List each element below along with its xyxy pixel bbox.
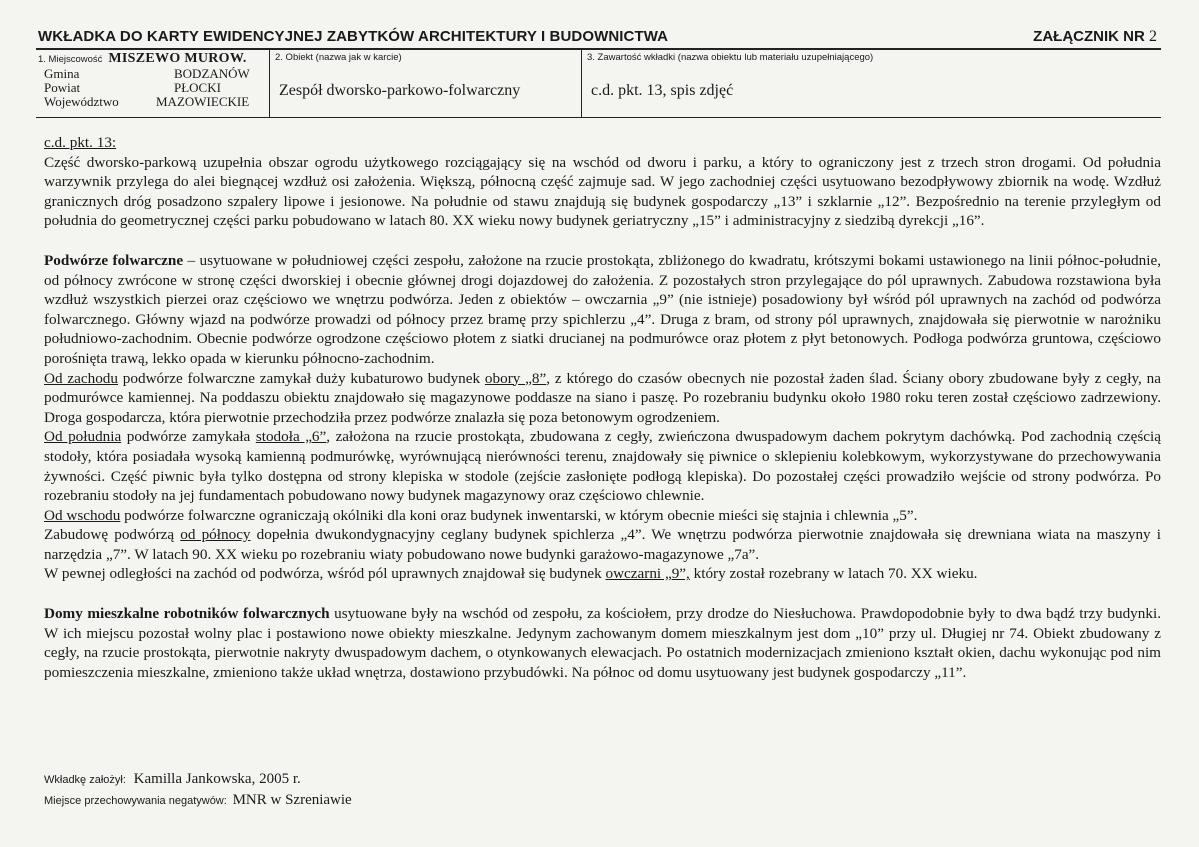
content-label: 3. Zawartość wkładki (nazwa obiektu lub materiału uzupełniającego) xyxy=(587,52,874,63)
paragraph-sheepfold: W pewnej odległości na zachód od podwórza, wśród pól uprawnych znajdował się budynek owczarni „9”, który został rozebrany w latach 70. XX wieku. xyxy=(44,565,978,583)
storage-label: Miejsce przechowywania negatywów: xyxy=(44,795,227,807)
location-label: 1. Miejscowość xyxy=(38,54,103,65)
annex-label xyxy=(1033,28,1157,46)
cell-divider-1-top xyxy=(269,48,270,81)
location-place: MISZEWO MUROW. xyxy=(108,51,247,66)
paragraph-east: Od wschodu podwórze folwarczne ograniczają okólniki dla koni oraz budynek inwentarski, w którym obecnie mieści się stajnia i chlewnia „5”. xyxy=(44,506,918,524)
document-body xyxy=(44,133,1161,682)
cell-divider-2 xyxy=(581,48,582,118)
paragraph-farmyard: Podwórze folwarczne – usytuowane w południowej części zespołu, założone na rzucie prostokąta, zbliżonego do kwadratu, krótszymi bokami ustawionego na linii północ-południe, od północy zwrócone w stronę części dworskiej i obecnie głównej drogi dojazdowej do założenia. Z pozostałych stron przylegające do pól uprawnych. Zabudowa rozstawiona była wzdłuż wszystkich pierzei oraz częściowo we wnętrzu podwórza. Jeden z obiektów – owczarnia „9” (nie istnieje) posadowiony był wśród pól uprawnych na zachód od podwórza folwarcznego. Główny wjazd na podwórze prowadzi od północy przez bramę przy spichlerzu „4”. Druga z bram, od strony pól uprawnych, znajdowała się pierwotnie w narożniku południowo-zachodnim. Obecnie podwórze ogrodzone częściowo płotem z siatki drucianej na podmurówce oraz płotem z płyt betonowych. Podłoga podwórza gruntowa, częściowo porośnięta trawą, lekko opada w kierunku północno-zachodnim. xyxy=(44,251,1161,367)
paragraph-south: Od południa podwórze zamykała stodoła „6”, założona na rzucie prostokąta, zbudowana z cegły, zwieńczona dwuspadowym dachem pokrytym dachówką. Pod zachodnią częścią stodoły, która posiadała wysoką kamienną podmurówkę, wyrównującą nierówności terenu, znajdowały się piwnice o sklepieniu kolebkowym, wykorzystywane do przechowywania żywności. Część piwnic była tylko dostępna od strony klepiska w stodole (zejście zasłonięte podłogą klepiska). Do pozostałej części prowadziło wejście od strony podwórza. Po rozebraniu stodoły na jej fundamentach pobudowano nowy budynek magazynowy oraz częściowo chlewnie. xyxy=(44,428,1161,505)
cell-divider-1 xyxy=(269,81,270,118)
paragraph-workers-houses: Domy mieszkalne robotników folwarcznych usytuowane były na wschód od zespołu, za kościołem, przy drodze do Niesłuchowa. Prawdopodobnie były to dwa bądź trzy budynki. W ich miejscu pozostał wolny plac i postawiono nowe obiekty mieszkalne. Jedynym zachowanym domem mieszkalnym jest dom „10” przy ul. Długiej nr 74. Obiekt zbudowany z cegły, na rzucie prostokąta, pierwotnie nakryty dwuspadowym dachem, o otynkowanych elewacjach. Po ostatnich modernizacjach zmieniono kształt okien, dachu wykonując pod nim pomieszczenia mieszkalne, zmieniono także układ wnętrza, dostawiono przybudówki. Na północ od domu usytuowany jest budynek gospodarczy „11”. xyxy=(44,605,1161,681)
header-box-bottom xyxy=(36,117,1161,118)
paragraph-west: Od zachodu podwórze folwarczne zamykał duży kubaturowo budynek obory „8”, z którego do czasów obecnych nie pozostał żaden ślad. Ściany obory zbudowane były z cegły, na podmurówce kamiennej. Na poddaszu obiektu znajdowało się magazynowe poddasze na siano i paszę. Po rozebraniu budynku około 1980 roku teren został częściowo zadrzewiony. Droga gospodarcza, która pierwotnie przechodziła przez podwórze znalazła się poza betonowym ogrodzeniem. xyxy=(44,369,1162,426)
form-title: WKŁADKA DO KARTY EWIDENCYJNEJ ZABYTKÓW ARCHITEKTURY I BUDOWNICTWA xyxy=(38,28,669,45)
storage-value: MNR w Szreniawie xyxy=(232,792,352,808)
woj-value: MAZOWIECKIE xyxy=(156,94,250,109)
object-label: 2. Obiekt (nazwa jak w karcie) xyxy=(275,52,402,63)
storage-line xyxy=(44,790,352,811)
annex-number: 2 xyxy=(1149,28,1157,45)
woj-label: Województwo xyxy=(44,94,119,109)
annex-text: ZAŁĄCZNIK NR xyxy=(1033,28,1145,45)
section-heading: c.d. pkt. 13: xyxy=(44,134,117,151)
gmina-value: BODZANÓW xyxy=(174,66,250,81)
powiat-label: Powiat xyxy=(44,80,81,95)
author-label: Wkładkę założył: xyxy=(44,774,126,786)
gmina-label: Gmina xyxy=(44,66,80,81)
paragraph-garden: Część dworsko-parkową uzupełnia obszar ogrodu użytkowego rozciągający się na wschód od dworu i parku, a który to ograniczony jest z trzech stron drogami. Od południa warzywnik przylega do alei biegnącej wzdłuż osi założenia. Większą, północną część zajmuje sad. W jego zachodniej części usytuowano bezodpływowy zbiornik na wodę. Wzdłuż granicznych dróg posadzono szpalery lipowe i jesionowe. Na południe od stawu znajdują się budynek gospodarczy „13” i szklarnie „12”. Bezpośrednio na terenie przyległym od południa do geometrycznej części parku pobudowano w latach 80. XX wieku nowy budynek geriatryczny „15” i administracyjny z siedzibą dyrekcji „16”. xyxy=(44,153,1161,230)
header-rule xyxy=(36,48,1161,50)
content-value: c.d. pkt. 13, spis zdjęć xyxy=(591,82,734,99)
location-cell xyxy=(38,52,268,109)
object-value: Zespół dworsko-parkowo-folwarczny xyxy=(279,82,521,99)
paragraph-north: Zabudowę podwórzą od północy dopełnia dwukondygnacyjny ceglany budynek spichlerza „4”. We wnętrzu podwórza pierwotnie znajdowała się drewniana wiata na maszyny i narzędzia „7”. W latach 90. XX wieku po rozebraniu wiaty pobudowano nowe budynki garażowo-magazynowe „7a”. xyxy=(44,526,1161,563)
author-value: Kamilla Jankowska, 2005 r. xyxy=(133,771,301,787)
author-line xyxy=(44,769,352,790)
powiat-value: PŁOCKI xyxy=(174,80,221,95)
footer xyxy=(44,769,352,811)
